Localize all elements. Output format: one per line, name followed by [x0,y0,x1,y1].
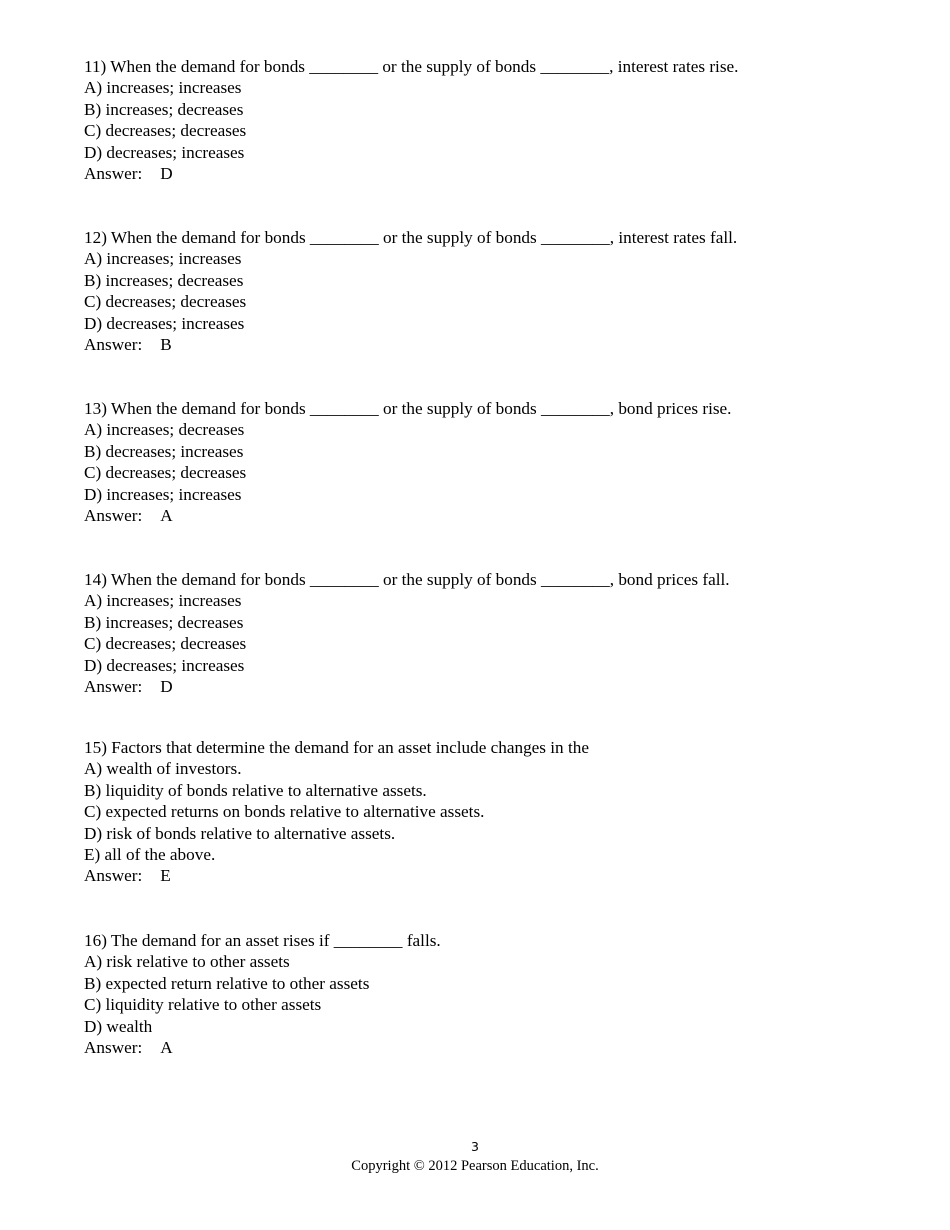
question-stem: 14) When the demand for bonds ________ or the supply of bonds ________, bond prices fall. [84,570,730,589]
answer-label: Answer: [84,676,143,696]
option-c: C) decreases; decreases [84,121,247,141]
question-16 [84,930,904,1058]
answer-line [84,505,904,526]
answer-value: A [160,1037,173,1057]
question-stem: 12) When the demand for bonds ________ or the supply of bonds ________, interest rates fall. [84,228,738,247]
option-e: E) all of the above. [84,844,216,864]
answer-value: D [160,163,173,183]
option-a: A) increases; increases [84,591,242,611]
question-stem: 13) When the demand for bonds ________ or the supply of bonds ________, bond prices rise. [84,399,732,418]
option-a: A) risk relative to other assets [84,952,290,972]
option-d: D) decreases; increases [84,142,245,162]
answer-line [84,334,904,355]
page-number: 3 [471,1139,479,1154]
answer-label: Answer: [84,505,143,525]
answer-value: D [160,676,173,696]
option-d: D) increases; increases [84,484,242,504]
answer-label: Answer: [84,163,143,183]
answer-value: E [160,866,171,886]
option-b: B) liquidity of bonds relative to alternative assets. [84,780,427,800]
option-a: A) increases; decreases [84,420,245,440]
option-b: B) increases; decreases [84,612,244,632]
option-d: D) wealth [84,1016,153,1036]
answer-label: Answer: [84,866,143,886]
copyright-notice: Copyright © 2012 Pearson Education, Inc. [351,1158,599,1174]
option-a: A) increases; increases [84,249,242,269]
answer-line [84,865,904,886]
question-15 [84,737,904,887]
option-c: C) liquidity relative to other assets [84,995,322,1015]
option-c: C) expected returns on bonds relative to alternative assets. [84,802,485,822]
question-14 [84,569,904,697]
answer-line [84,676,904,697]
answer-value: A [160,505,173,525]
option-c: C) decreases; decreases [84,634,247,654]
option-c: C) decreases; decreases [84,292,247,312]
option-d: D) risk of bonds relative to alternative assets. [84,823,396,843]
answer-line [84,1037,904,1058]
question-11 [84,56,904,184]
question-12 [84,227,904,355]
option-a: A) increases; increases [84,78,242,98]
answer-label: Answer: [84,1037,143,1057]
answer-value: B [160,334,172,354]
question-13 [84,398,904,526]
option-b: B) expected return relative to other assets [84,973,370,993]
question-stem: 15) Factors that determine the demand for an asset include changes in the [84,738,589,757]
question-stem: 11) When the demand for bonds ________ or the supply of bonds ________, interest rates rise. [84,57,739,76]
answer-line [84,163,904,184]
answer-label: Answer: [84,334,143,354]
option-b: B) decreases; increases [84,441,244,461]
question-stem: 16) The demand for an asset rises if ________ falls. [84,931,441,950]
option-d: D) decreases; increases [84,655,245,675]
option-a: A) wealth of investors. [84,759,242,779]
option-c: C) decreases; decreases [84,463,247,483]
option-d: D) decreases; increases [84,313,245,333]
option-b: B) increases; decreases [84,99,244,119]
option-b: B) increases; decreases [84,270,244,290]
